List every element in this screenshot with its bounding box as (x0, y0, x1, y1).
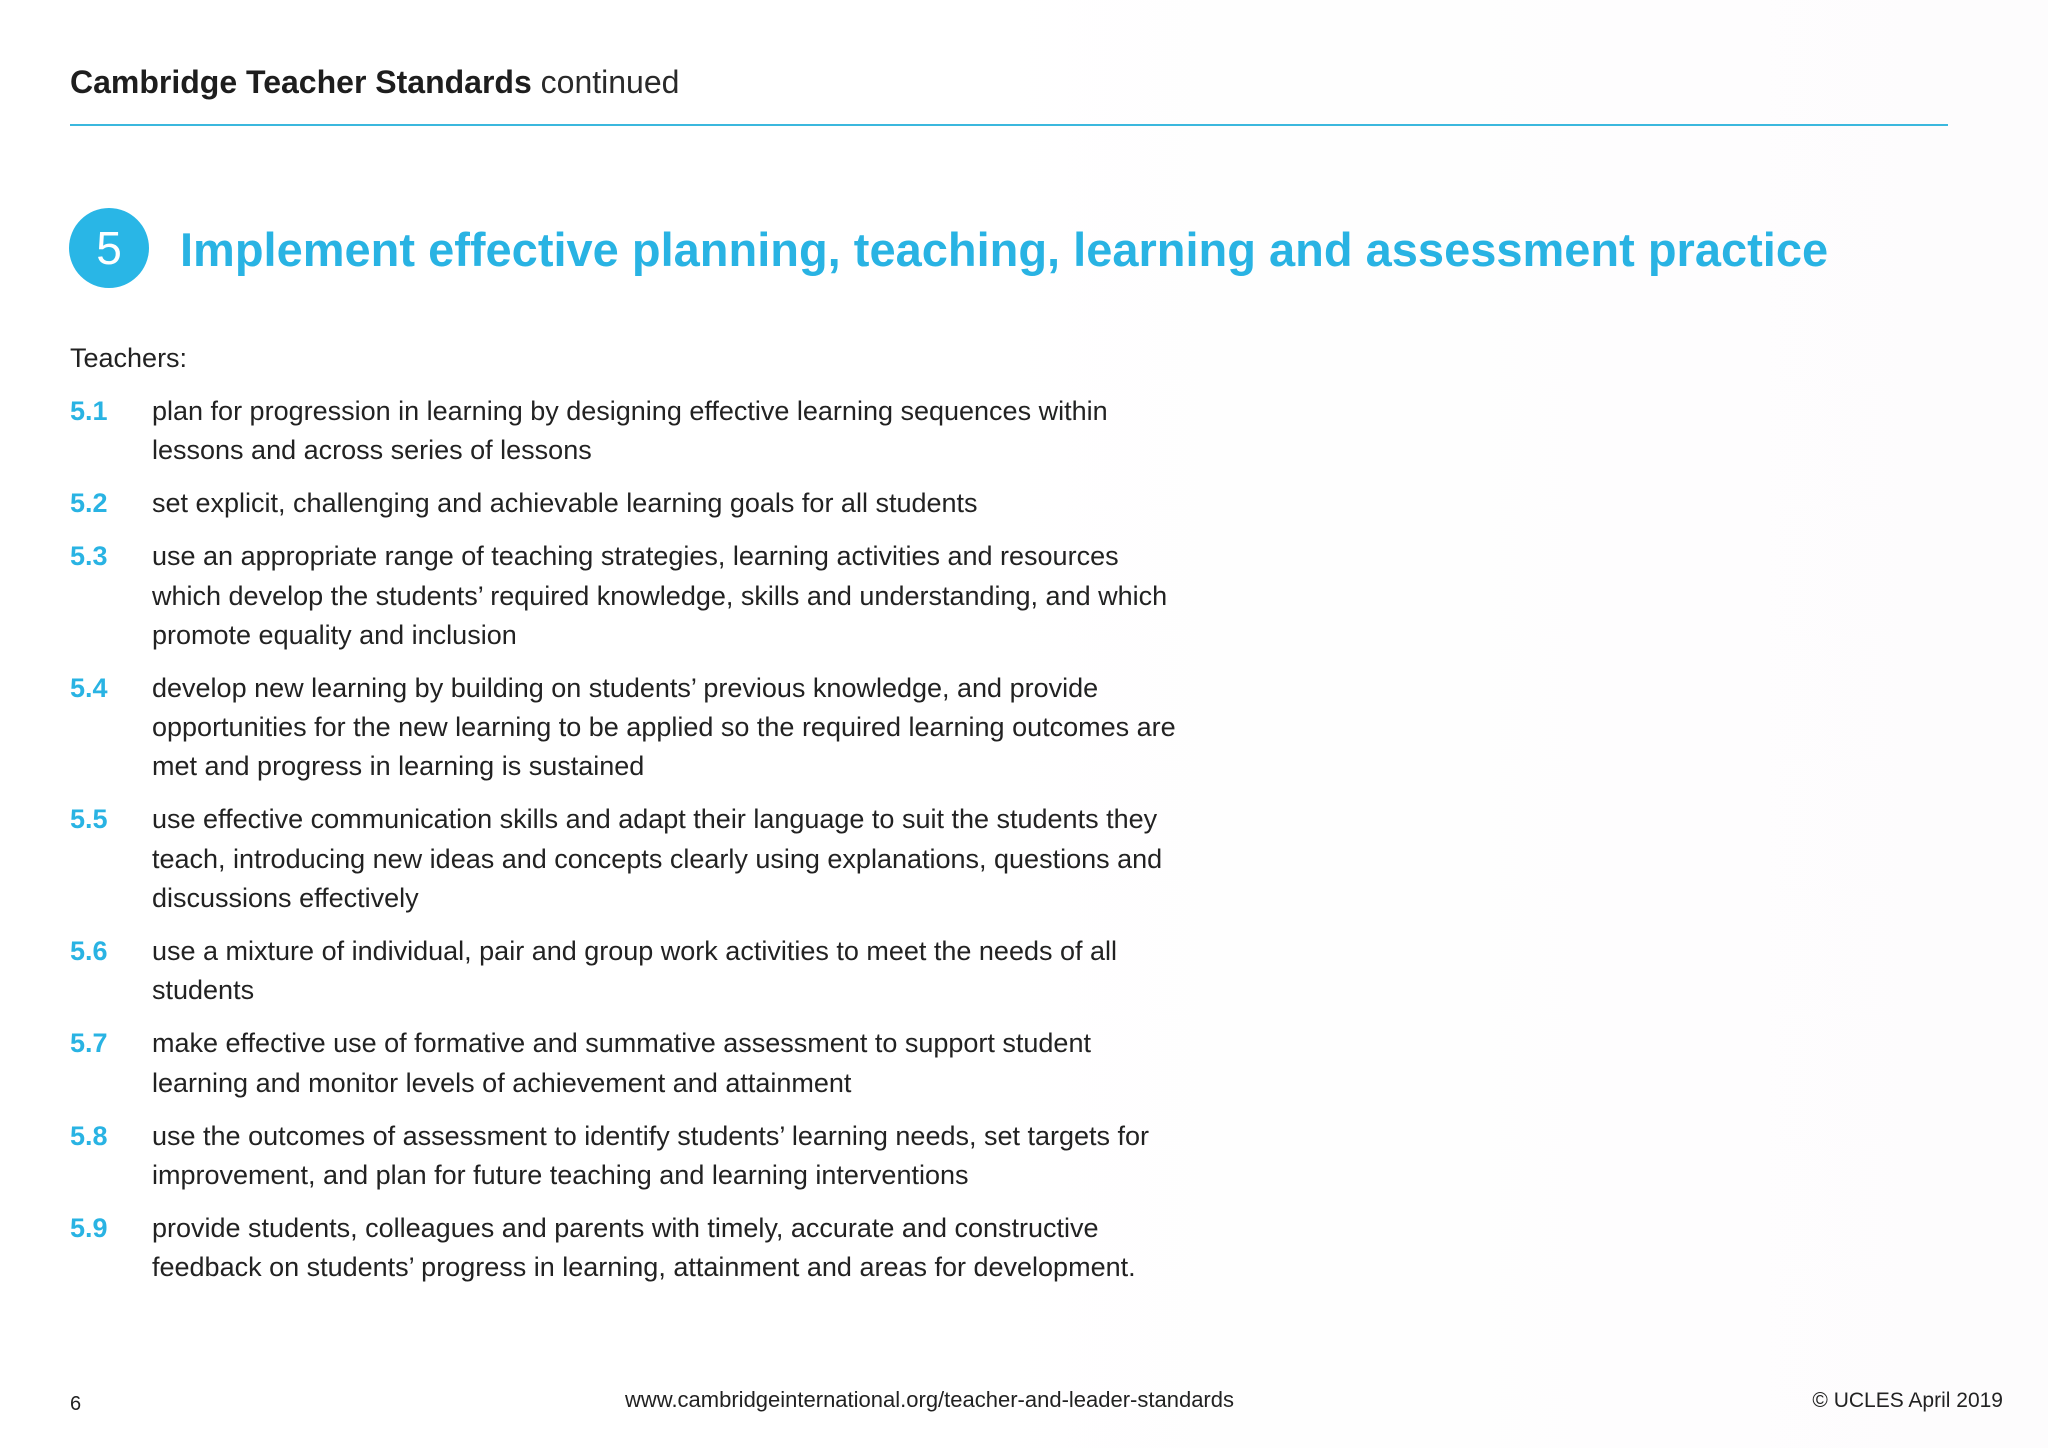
standard-number: 5.9 (70, 1212, 108, 1243)
standard-item (70, 932, 1190, 1011)
standard-number: 5.2 (70, 488, 108, 519)
standard-item (70, 669, 1190, 787)
standard-number: 5.5 (70, 804, 108, 835)
header-divider (70, 124, 1948, 126)
standard-item (70, 1117, 1190, 1196)
header-continued: continued (540, 64, 680, 100)
standard-item (70, 1024, 1190, 1103)
standard-number: 5.8 (70, 1120, 108, 1151)
standard-item (70, 800, 1190, 918)
standard-text: develop new learning by building on students’ previous knowledge, and provide opportunities for the new learning to be applied so the required learning outcomes are met and progress in learning is sustained (152, 672, 1176, 782)
standard-item (70, 1209, 1190, 1288)
standard-number: 5.7 (70, 1028, 108, 1059)
page-number: 6 (70, 1393, 82, 1415)
standard-text: set explicit, challenging and achievable learning goals for all students (152, 488, 978, 519)
standard-text: use a mixture of individual, pair and group work activities to meet the needs of all students (152, 936, 1118, 1006)
standard-text: plan for progression in learning by designing effective learning sequences within lessons and across series of lessons (152, 396, 1108, 466)
standard-item (70, 392, 1190, 471)
intro-text: Teachers: (70, 343, 188, 373)
standard-text: use the outcomes of assessment to identify students’ learning needs, set targets for improvement, and plan for future teaching and learning interventions (152, 1120, 1150, 1190)
section-number-badge: 5 (69, 208, 149, 288)
standard-text: provide students, colleagues and parents with timely, accurate and constructive feedback on students’ progress in learning, attainment and areas for development. (152, 1212, 1136, 1283)
standard-number: 5.6 (70, 936, 108, 966)
header-title: Cambridge Teacher Standards (70, 64, 532, 100)
standard-number: 5.4 (70, 672, 108, 703)
standard-text: use effective communication skills and adapt their language to suit the students they teach, introducing new ideas and concepts clearly using explanations, questions and discussions effectively (152, 804, 1163, 914)
standard-item (70, 537, 1190, 655)
section-title: Implement effective planning, teaching, learning and assessment practice (180, 223, 1829, 276)
standard-text: make effective use of formative and summative assessment to support student learning and monitor levels of achievement and attainment (152, 1028, 1091, 1098)
standard-item (70, 484, 1190, 523)
standard-text: use an appropriate range of teaching strategies, learning activities and resources which develop the students’ required knowledge, skills and understanding, and which promote equality and inclusion (152, 541, 1168, 650)
running-header (70, 62, 679, 102)
copyright-notice: © UCLES April 2019 (1812, 1389, 2003, 1412)
footer-url-link[interactable]: www.cambridgeinternational.org/teacher-and-leader-standards (625, 1387, 1234, 1412)
standards-list (70, 392, 1190, 1301)
standard-number: 5.3 (70, 541, 108, 572)
standard-number: 5.1 (70, 396, 108, 426)
